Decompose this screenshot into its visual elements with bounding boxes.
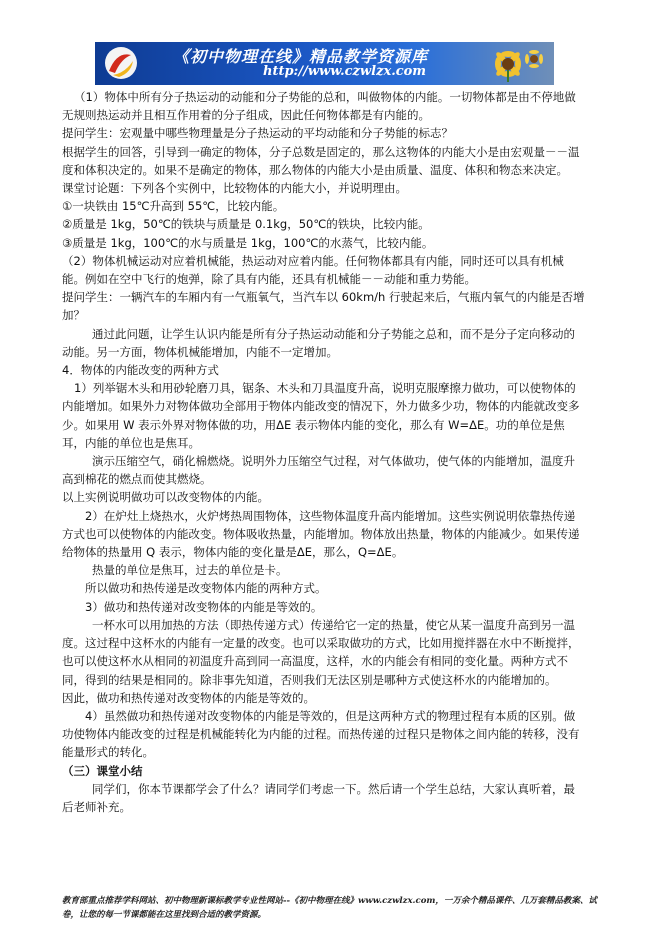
sunflower-icon [490,46,546,82]
paragraph-heat-unit: 热量的单位是焦耳，过去的单位是卡。 [92,563,288,578]
question-oxygen-cylinder: 提问学生：一辆汽车的车厢内有一气瓶氧气，当汽车以 60km/h 行驶起来后，气瓶内氧气的内能是否增加？ [62,290,585,323]
page-footer: 教育部重点推荐学科网站、初中物理新课标教学专业性网站--《初中物理在线》www.czwlzx.com，一万余个精品课件、几万套精品教案、试卷，让您的每一节课都能在这里找到合适的教学资源。 [62,896,597,920]
paragraph-water-example: 一杯水可以用加热的方法（即热传递方式）传递给它一定的热量，使它从某一温度升高到另一温度。这过程中这杯水的内能有一定量的改变。也可以采取做功的方式，比如用搅拌器在水中不断搅拌，也可以使这杯水从相同的初温度升高到同一高温度，这样，水的内能会有相同的变化量。两种方式不同，得到的结果是相同的。除非事先知道，否则我们无法区别是哪种方式使这杯水的内能增加的。 [62,617,580,687]
discussion-item-1: ①一块铁由 15℃升高到 55℃，比较内能。 [62,199,285,214]
discussion-item-2: ②质量是 1kg，50℃的铁块与质量是 0.1kg，50℃的铁块，比较内能。 [62,217,430,232]
paragraph-work-changes-energy: 1）列举锯木头和用砂轮磨刀具，锯条、木头和刀具温度升高，说明克服摩擦力做功，可以使物体的内能增加。如果外力对物体做功全部用于物体内能改变的情况下，外力做多少功，物体的内能就改变多少。如果用 W 表示外界对物体做的功，用ΔE 表示物体内能的变化，那么有 W=ΔE。功的单位是焦耳，内能的单位也是焦耳。 [62,381,580,450]
discussion-heading: 课堂讨论题：下列各个实例中，比较物体的内能大小，并说明理由。 [62,181,407,196]
discussion-item-3: ③质量是 1kg，100℃的水与质量是 1kg，100℃的水蒸气，比较内能。 [62,235,434,250]
paragraph-question-explanation: 通过此问题，让学生认识内能是所有分子热运动动能和分子势能之总和，而不是分子定向移动的动能。另一方面，物体机械能增加，内能不一定增加。 [62,326,575,359]
paragraph-equivalence-conclusion: 因此，做功和热传递对改变物体的内能是等效的。 [62,690,315,705]
paragraph-essential-difference: 4）虽然做功和热传递对改变物体的内能是等效的，但是这两种方式的物理过程有本质的区别。做功使物体内能改变的过程是机械能转化为内能的过程。而热传递的过程只是物体之间内能的转移，没有能量形式的转化。 [62,708,580,760]
paragraph-two-ways-summary: 所以做功和热传递是改变物体内能的两种方式。 [85,581,327,596]
paragraph-energy-factors: 根据学生的回答，引导到一确定的物体，分子总数是固定的，那么这物体的内能大小是由宏观量－－温度和体积决定的。如果不是确定的物体，那么物体的内能大小是由质量、温度、体积和物态来决定。 [62,144,580,177]
banner-title: 《初中物理在线》精品教学资源库 [173,47,429,66]
question-macroscopic-quantities: 提问学生：宏观量中哪些物理量是分子热运动的平均动能和分子势能的标志？ [62,126,453,141]
paragraph-compressed-air-demo: 演示压缩空气，硝化棉燃烧。说明外力压缩空气过程，对气体做功，使气体的内能增加，温度升高到棉花的燃点而使其燃烧。 [62,454,575,487]
section-heading-two-ways: 4．物体的内能改变的两种方式 [62,363,219,378]
paragraph-heat-transfer: 2）在炉灶上烧热水，火炉烤热周围物体，这些物体温度升高内能增加。这些实例说明依靠热传递方式也可以使物体的内能改变。物体吸收热量，内能增加。物体放出热量，物体的内能减少。如果传递给物体的热量用 Q 表示，物体内能的变化量是ΔE，那么，Q=ΔE。 [62,508,580,560]
banner-url: http://www.czwlzx.com [263,64,427,79]
section-heading-summary: （三）课堂小结 [62,763,143,778]
paragraph-equivalence-heading: 3）做功和热传递对改变物体的内能是等效的。 [85,599,323,614]
paragraph-class-summary: 同学们，你本节课都学会了什么？请同学们考虑一下。然后请一个学生总结，大家认真听着，最后老师补充。 [62,781,575,814]
lesson-body [62,88,586,816]
site-banner [95,42,554,85]
paragraph-work-conclusion: 以上实例说明做功可以改变物体的内能。 [62,490,269,505]
paragraph-mechanical-vs-internal: （2）物体机械运动对应着机械能，热运动对应着内能。任何物体都具有内能，同时还可以具有机械能。例如在空中飞行的炮弹，除了具有内能，还具有机械能－－动能和重力势能。 [62,253,564,287]
paragraph-internal-energy-definition: （1）物体中所有分子热运动的动能和分子势能的总和，叫做物体的内能。一切物体都是由不停地做无规则热运动并且相互作用着的分子组成，因此任何物体都是有内能的。 [62,90,576,123]
site-logo-icon [101,45,141,82]
